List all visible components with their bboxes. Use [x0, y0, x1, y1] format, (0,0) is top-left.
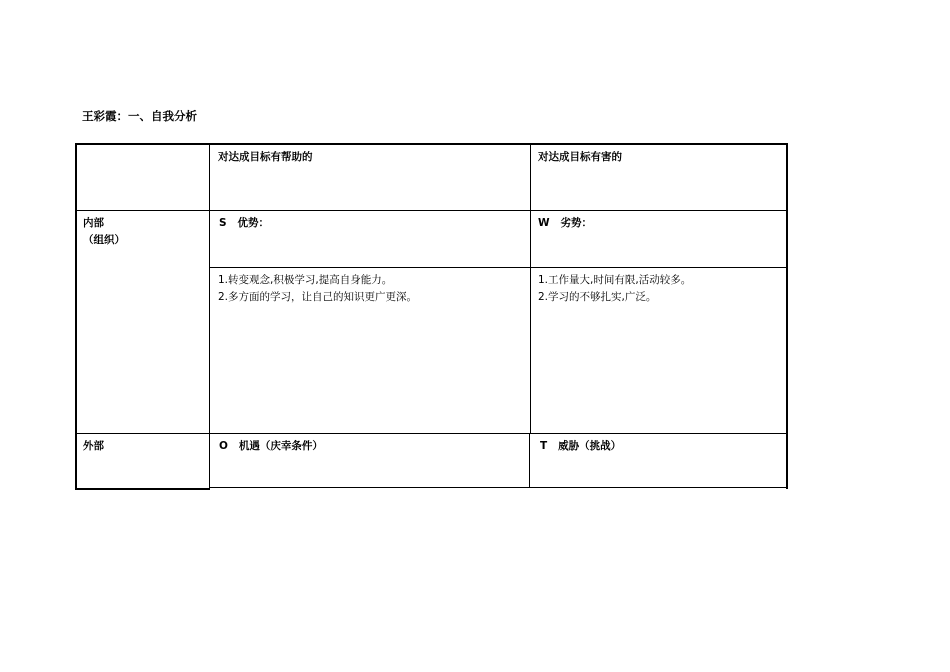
table-border-right: [786, 143, 788, 489]
strengths-title: S 优势：: [219, 217, 270, 229]
strengths-item: 2.多方面的学习，让自己的知识更广更深。: [218, 291, 418, 303]
table-border-left: [75, 143, 77, 490]
table-border-top: [75, 143, 788, 145]
internal-label: [83, 215, 125, 249]
table-border-bottom-left: [75, 488, 210, 490]
table-divider-col2-top: [530, 143, 531, 433]
weaknesses-item: 1.工作量大,时间有限,活动较多。: [538, 274, 692, 286]
table-divider-col2-bottom: [529, 433, 530, 487]
header-helpful: 对达成目标有帮助的: [218, 151, 313, 163]
table-divider-row3: [75, 433, 788, 434]
document-heading: 王彩霞：一、自我分析: [82, 109, 197, 123]
internal-label-line1: 内部: [83, 217, 104, 229]
table-border-bottom-right: [209, 487, 788, 488]
header-harmful: 对达成目标有害的: [538, 151, 622, 163]
table-divider-row1: [75, 210, 788, 211]
external-label: 外部: [83, 440, 104, 452]
swot-table: [75, 143, 788, 489]
weaknesses-list: [538, 272, 691, 306]
table-divider-row2: [209, 267, 788, 268]
opportunities-title: O 机遇（庆幸条件）: [219, 440, 323, 452]
weaknesses-title: W 劣势：: [538, 217, 593, 229]
strengths-item: 1.转变观念,积极学习,提高自身能力。: [218, 274, 393, 286]
table-divider-col1: [209, 143, 210, 490]
threats-title: T 威胁（挑战）: [540, 440, 622, 452]
strengths-list: [218, 272, 417, 306]
internal-label-line2: （组织）: [83, 234, 125, 246]
weaknesses-item: 2.学习的不够扎实,广泛。: [538, 291, 657, 303]
